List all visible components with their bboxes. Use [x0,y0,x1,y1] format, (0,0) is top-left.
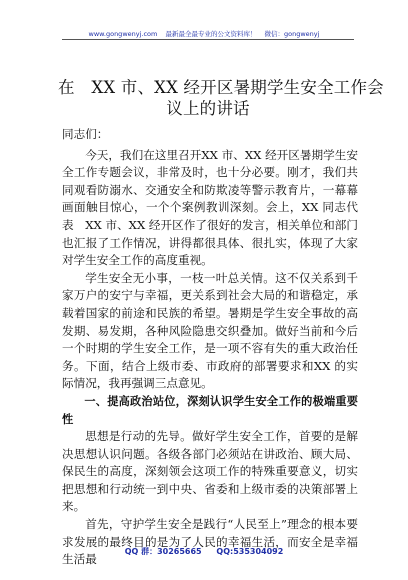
title-line-1: 在 XX 市、XX 经开区暑期学生安全工作会 [58,78,384,97]
page-header [0,29,408,38]
salutation: 同志们： [62,127,109,141]
title-line-2: 议上的讲话 [166,99,250,118]
document-body [62,126,358,569]
paragraph-1: 今天，我们在这里召开XX 市、XX 经开区暑期学生安全工作专题会议，非常及时，也十分必要。刚才，我们共同观看防溺水、交通安全和防欺凌等警示教育片，一幕幕画面触目惊心，一个个案例教训深刻。会上，XX 同志代表 XX 市、XX 经开区作了很好的发言，相关单位和部门也汇报了工作情况，讲得都很具体、很扎实，体现了大家对学生安全工作的高度重视。 [62,147,358,268]
footer-qq: QQ:535304092 [216,547,284,556]
document-title [58,77,384,119]
page-footer [0,546,408,557]
header-divider [62,39,354,40]
paragraph-4: 首先，守护学生安全是践行“人民至上”理念的根本要求发展的最终目的是为了人民的幸福生活，而安全是幸福生活最 [62,517,358,567]
section-heading-1: 一、提高政治站位，深刻认识学生安全工作的极端重要性 [62,394,358,426]
paragraph-2: 学生安全无小事，一枝一叶总关情。这不仅关系到千家万户的安宁与幸福，更关系到社会大局的和谐稳定，承载着国家的前途和民族的希望。暑期是学生安全事故的高发期、易发期，各种风险隐患交织叠加。做好当前和今后一个时期的学生安全工作，是一项不容有失的重大政治任务。下面，结合上级市委、市政府的部署要求和XX 的实际情况，我再强调三点意见。 [62,270,358,391]
header-site: www.gongwenyj.com [88,30,158,38]
paragraph-3: 思想是行动的先导。做好学生安全工作，首要的是解决思想认识问题。各级各部门必须站在讲政治、顾大局、保民生的高度，深刻领会这项工作的特殊重要意义，切实把思想和行动统一到中央、省委和上级市委的决策部署上来。 [62,429,358,514]
header-wechat: 微信：gongwenyj [264,30,320,38]
footer-qq-group: QQ 群：30265665 [124,547,202,556]
header-tagline: 最新最全最专业的公文资料库！ [165,30,257,38]
